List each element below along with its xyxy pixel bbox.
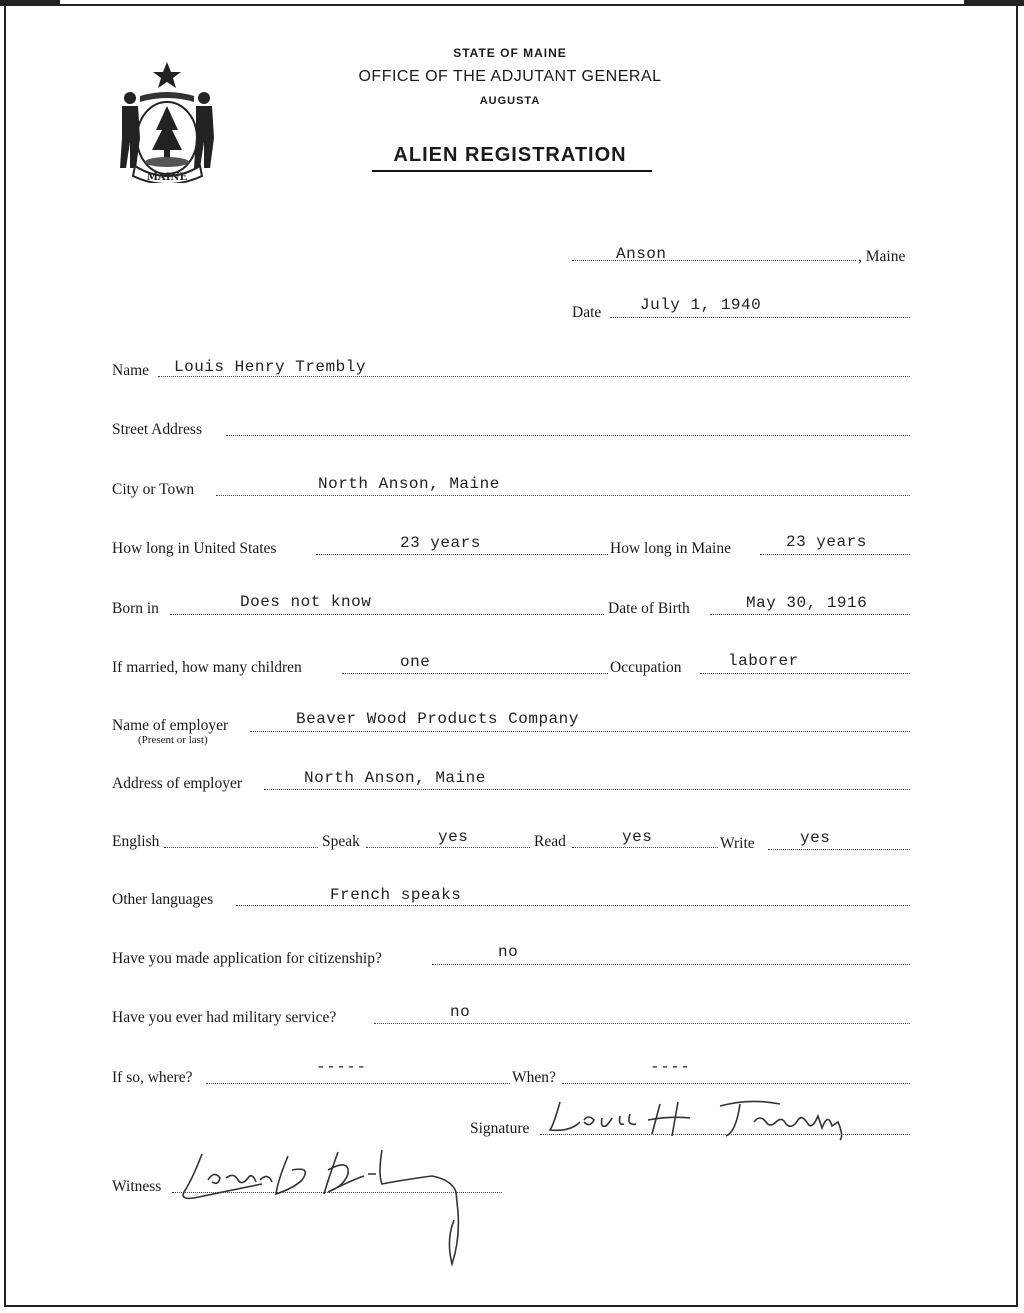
other-languages-value: French speaks xyxy=(330,886,462,904)
date-line xyxy=(610,317,910,318)
children-label: If married, how many children xyxy=(112,659,302,676)
occupation-line xyxy=(700,673,910,674)
employer-address-value: North Anson, Maine xyxy=(304,769,486,787)
citizenship-label: Have you made application for citizenship? xyxy=(112,950,382,967)
occupation-value: laborer xyxy=(728,652,799,670)
employer-address-line xyxy=(264,789,910,790)
city-line xyxy=(216,495,910,496)
military-line xyxy=(374,1023,910,1024)
employer-value: Beaver Wood Products Company xyxy=(296,710,579,728)
witness-label: Witness xyxy=(112,1178,162,1195)
dob-line xyxy=(710,614,910,615)
born-in-value: Does not know xyxy=(240,593,372,611)
employer-line xyxy=(250,731,910,732)
read-value: yes xyxy=(622,828,653,846)
scan-corner-mark xyxy=(0,0,60,6)
where-label: If so, where? xyxy=(112,1069,193,1086)
state-heading: STATE OF MAINE xyxy=(453,46,567,60)
date-label: Date xyxy=(572,304,602,321)
where-value: ----- xyxy=(316,1058,367,1076)
other-languages-label: Other languages xyxy=(112,891,214,908)
us-duration-label: How long in United States xyxy=(112,540,277,557)
english-label: English xyxy=(112,833,160,850)
born-in-line xyxy=(170,614,604,615)
read-label: Read xyxy=(534,833,566,850)
speak-line xyxy=(366,847,530,848)
citizenship-line xyxy=(432,964,910,965)
employer-label: Name of employer xyxy=(112,717,229,734)
city-heading: AUGUSTA xyxy=(479,95,541,107)
witness-signature xyxy=(172,1140,472,1270)
employer-address-label: Address of employer xyxy=(112,775,242,792)
english-line xyxy=(164,847,318,848)
applicant-signature xyxy=(540,1092,910,1142)
place-suffix: , Maine xyxy=(858,248,906,265)
read-line xyxy=(572,847,718,848)
name-label: Name xyxy=(112,362,150,379)
where-line xyxy=(206,1083,510,1084)
place-value: Anson xyxy=(616,245,667,263)
when-line xyxy=(562,1083,910,1084)
maine-duration-line xyxy=(760,554,910,555)
children-line xyxy=(342,673,608,674)
form-title: ALIEN REGISTRATION xyxy=(393,144,627,166)
born-in-label: Born in xyxy=(112,600,159,617)
when-value: ---- xyxy=(650,1058,691,1076)
name-line xyxy=(158,376,910,377)
children-value: one xyxy=(400,653,431,671)
maine-duration-value: 23 years xyxy=(786,533,867,551)
employer-note: (Present or last) xyxy=(138,734,208,746)
us-duration-line xyxy=(316,554,608,555)
military-value: no xyxy=(450,1003,471,1021)
other-languages-line xyxy=(236,905,910,906)
when-label: When? xyxy=(512,1069,556,1086)
dob-label: Date of Birth xyxy=(608,600,690,617)
signature-label: Signature xyxy=(470,1120,530,1137)
dob-value: May 30, 1916 xyxy=(746,594,868,612)
street-label: Street Address xyxy=(112,421,202,438)
write-label: Write xyxy=(720,835,755,852)
citizenship-value: no xyxy=(498,943,519,961)
title-underline xyxy=(372,170,652,172)
name-value: Louis Henry Trembly xyxy=(174,358,366,376)
occupation-label: Occupation xyxy=(610,659,682,676)
city-value: North Anson, Maine xyxy=(318,475,500,493)
maine-state-seal-icon xyxy=(110,58,225,183)
speak-label: Speak xyxy=(322,833,360,850)
city-label: City or Town xyxy=(112,481,195,498)
office-heading: OFFICE OF THE ADJUTANT GENERAL xyxy=(358,68,662,85)
street-line xyxy=(226,435,910,436)
write-line xyxy=(768,849,910,850)
maine-duration-label: How long in Maine xyxy=(610,540,731,557)
place-line xyxy=(572,260,856,261)
seal-text: MAINE xyxy=(146,172,188,183)
date-value: July 1, 1940 xyxy=(640,296,762,314)
speak-value: yes xyxy=(438,828,469,846)
write-value: yes xyxy=(800,829,831,847)
scan-corner-mark xyxy=(964,0,1024,6)
military-label: Have you ever had military service? xyxy=(112,1009,337,1026)
us-duration-value: 23 years xyxy=(400,534,481,552)
